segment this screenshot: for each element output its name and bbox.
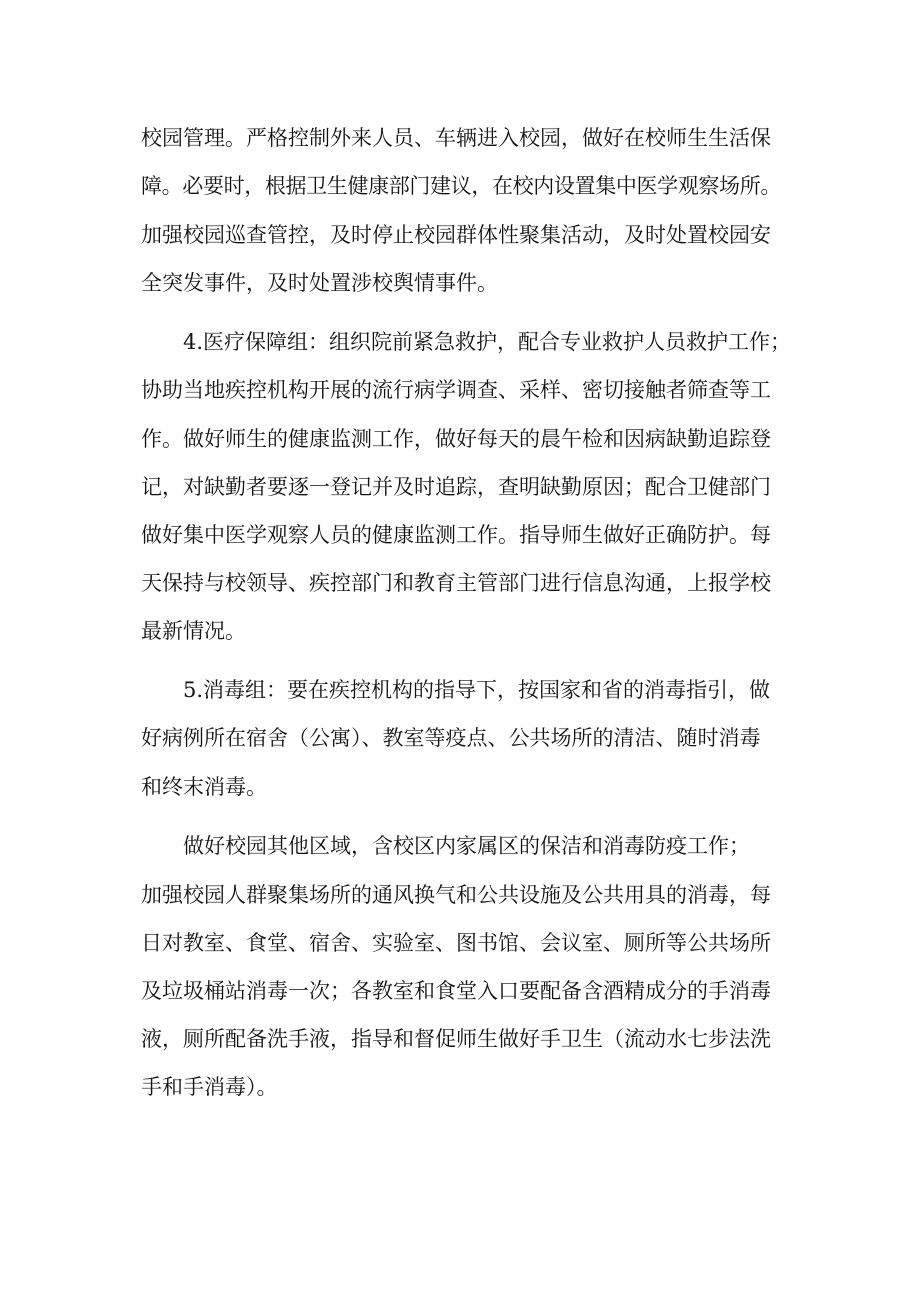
text-line: 手和手消毒）。 <box>141 1075 278 1099</box>
text-line: 作。做好师生的健康监测工作，做好每天的晨午检和因病缺勤追踪登 <box>141 427 771 451</box>
text-line: 记，对缺勤者要逐一登记并及时追踪，查明缺勤原因；配合卫健部门 <box>141 475 771 499</box>
text-line: 障。必要时，根据卫生健康部门建议，在校内设置集中医学观察场所。 <box>141 174 781 198</box>
text-line: 协助当地疾控机构开展的流行病学调查、采样、密切接触者筛查等工 <box>141 378 771 402</box>
text-line: 全突发事件，及时处置涉校舆情事件。 <box>141 271 498 295</box>
text-line: 和终末消毒。 <box>141 775 267 799</box>
text-line: 最新情况。 <box>141 619 246 643</box>
text-line: 加强校园巡查管控，及时停止校园群体性聚集活动，及时处置校园安 <box>141 223 771 247</box>
text-line: 加强校园人群聚集场所的通风换气和公共设施及公共用具的消毒，每 <box>141 883 771 907</box>
text-line: 校园管理。严格控制外来人员、车辆进入校园，做好在校师生生活保 <box>141 126 771 150</box>
text-line: 5.消毒组：要在疾控机构的指导下，按国家和省的消毒指引，做 <box>183 678 771 702</box>
text-line: 天保持与校领导、疾控部门和教育主管部门进行信息沟通，上报学校 <box>141 571 771 595</box>
text-line: 4.医疗保障组：组织院前紧急救护，配合专业救护人员救护工作； <box>183 330 792 354</box>
text-line: 日对教室、食堂、宿舍、实验室、图书馆、会议室、厕所等公共场所 <box>141 931 771 955</box>
text-line: 做好校园其他区域，含校区内家属区的保洁和消毒防疫工作； <box>183 834 750 858</box>
text-line: 好病例所在宿舍（公寓）、教室等疫点、公共场所的清洁、随时消毒 <box>141 726 761 750</box>
text-line: 液，厕所配备洗手液，指导和督促师生做好手卫生（流动水七步法洗 <box>141 1027 771 1051</box>
text-line: 做好集中医学观察人员的健康监测工作。指导师生做好正确防护。每 <box>141 523 771 547</box>
text-line: 及垃圾桶站消毒一次；各教室和食堂入口要配备含酒精成分的手消毒 <box>141 979 771 1003</box>
